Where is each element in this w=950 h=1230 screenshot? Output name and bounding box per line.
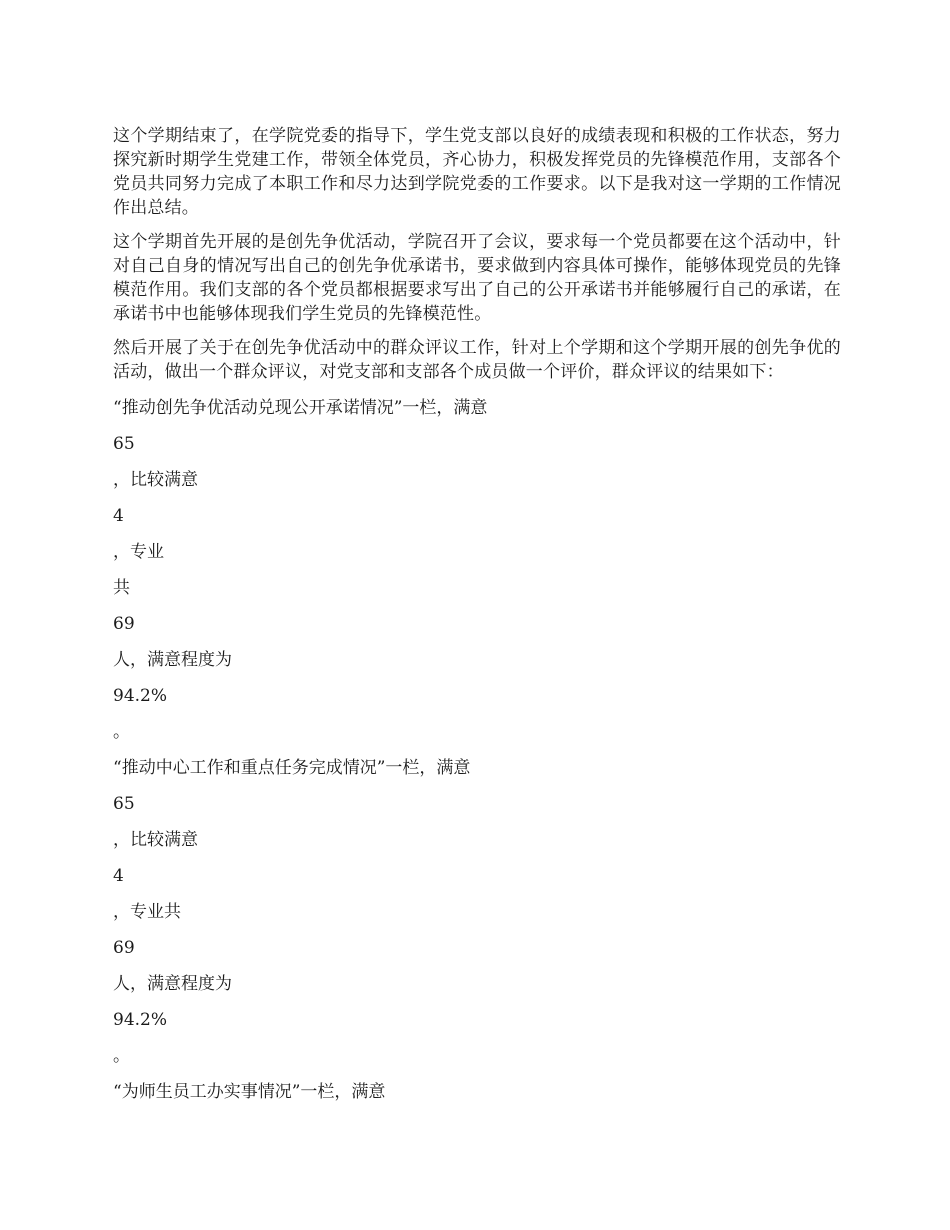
result-line: 人，满意程度为 <box>113 974 232 994</box>
result-line: ，比较满意 <box>113 830 198 850</box>
result-line: “推动创先争优活动兑现公开承诺情况”一栏，满意 <box>113 398 488 418</box>
result-line: ，专业共 <box>113 902 181 922</box>
result-line: 。 <box>113 722 130 742</box>
paragraph-activity: 这个学期首先开展的是创先争优活动，学院召开了会议，要求每一个党员都要在这个活动中，针对自己自身的情况写出自己的创先争优承诺书，要求做到内容具体可操作，能够体现党员的先锋模范作用。我们支部的各个党员都根据要求写出了自己的公开承诺书并能够履行自己的承诺，在承诺书中也能够体现我们学生党员的先锋模范性。 <box>113 232 841 324</box>
result-line: 4 <box>113 866 124 886</box>
document-page <box>113 124 841 1104</box>
paragraph-intro: 这个学期结束了，在学院党委的指导下，学生党支部以良好的成绩表现和积极的工作状态，努力探究新时期学生党建工作，带领全体党员，齐心协力，积极发挥党员的先锋模范作用，支部各个党员共同努力完成了本职工作和尽力达到学院党委的工作要求。以下是我对这一学期的工作情况作出总结。 <box>113 126 841 218</box>
result-line: 。 <box>113 1046 130 1066</box>
result-line: ，专业 <box>113 542 164 562</box>
result-line: 4 <box>113 506 124 526</box>
result-line: 69 <box>113 938 135 958</box>
result-line: ，比较满意 <box>113 470 198 490</box>
result-line: 共 <box>113 578 130 598</box>
result-line: 94.2% <box>113 686 168 706</box>
result-line: 人，满意程度为 <box>113 650 232 670</box>
result-line: 69 <box>113 614 135 634</box>
result-line: 65 <box>113 794 135 814</box>
result-line: 94.2% <box>113 1010 168 1030</box>
paragraph-evaluation: 然后开展了关于在创先争优活动中的群众评议工作，针对上个学期和这个学期开展的创先争优的活动，做出一个群众评议，对党支部和支部各个成员做一个评价，群众评议的结果如下： <box>113 338 841 382</box>
result-line: “推动中心工作和重点任务完成情况”一栏，满意 <box>113 758 471 778</box>
evaluation-results <box>113 396 841 1104</box>
result-line: “为师生员工办实事情况”一栏，满意 <box>113 1082 386 1102</box>
result-line: 65 <box>113 434 135 454</box>
